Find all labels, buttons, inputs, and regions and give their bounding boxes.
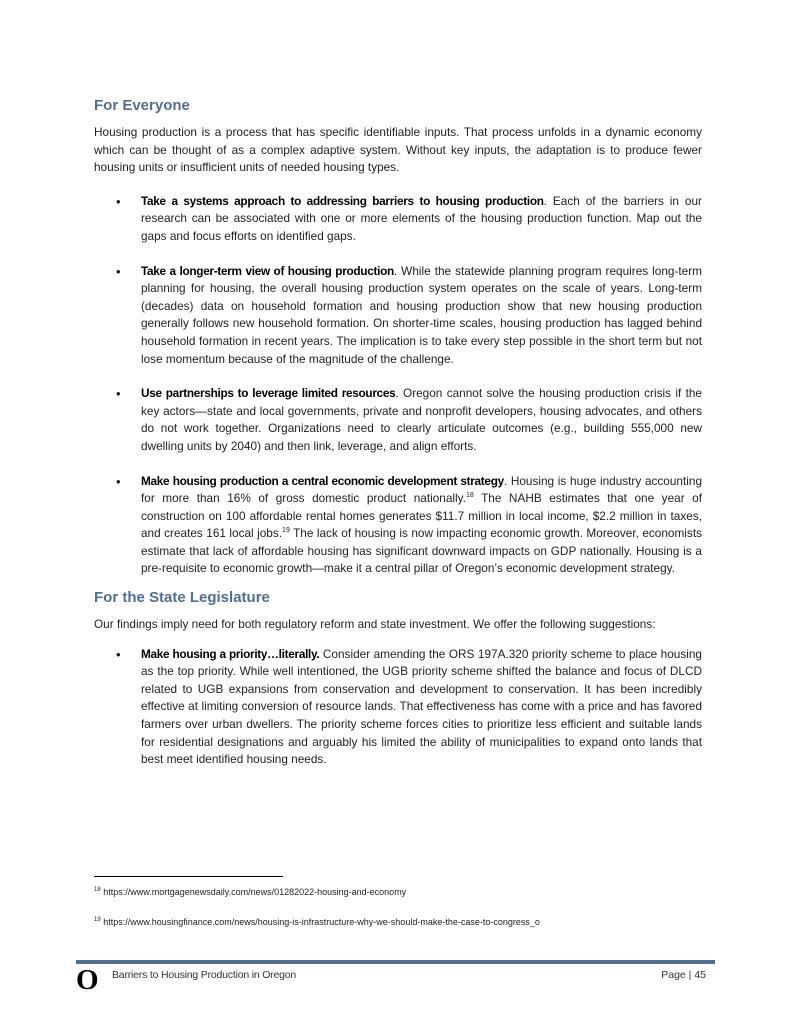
footnote-number: 19 [94,917,101,923]
bullet-icon: • [116,263,121,279]
page-content [94,96,702,769]
section-heading-everyone: For Everyone [94,97,190,114]
bullet-text: . While the statewide planning program requires long-term planning for housing, the overall housing production system operates on the scale of years. Long-term (decades) data on household formation and housing production show that new housing production generally follows new household formation. On shorter-time scales, housing production has lagged behind household formation in recent years. The implication is to take every step possible in the short term but not lose momentum because of the magnitude of the challenge. [141,263,702,366]
bullet-text: The lack of housing is now impacting economic growth. Moreover, economists estimate that lack of affordable housing has significant downward impacts on GDP nationally. Housing is a pre-requisite to economic growth—make it a central pillar of Oregon’s economic development strategy. [141,526,703,576]
bullet-lead: Make housing production a central economic development strategy [141,473,504,488]
bullet-lead: Make housing a priority…literally. [141,646,320,661]
bullet-icon: • [116,193,121,209]
footer-rule [76,960,715,964]
bullet-list-everyone [94,193,702,578]
bullet-item [94,385,702,455]
section-intro-everyone: Housing production is a process that has specific identifiable inputs. That process unfolds in a dynamic economy which can be thought of as a complex adaptive system. Without key inputs, the adaptation is to produce fewer housing units or insufficient units of needed housing types. [94,125,702,175]
bullet-item [94,646,702,769]
bullet-list-legislature [94,646,702,769]
bullet-lead: Take a longer-term view of housing production [141,263,394,278]
footnote-link[interactable]: https://www.housingfinance.com/news/housing-is-infrastructure-why-we-should-make-the-case-to-congress_o [100,917,540,927]
footnote-divider [94,876,283,877]
section-intro-legislature: Our findings imply need for both regulatory reform and state investment. We offer the following suggestions: [94,617,656,632]
bullet-icon: • [116,646,121,662]
bullet-text: . Housing is huge industry accounting for more than 16% of gross domestic product nationally. [141,473,703,506]
bullet-icon: • [116,473,121,489]
footnote-link[interactable]: https://www.mortgagenewsdaily.com/news/01282022-housing-and-economy [100,887,407,897]
page-number: Page | 45 [661,969,706,981]
bullet-lead: Use partnerships to leverage limited resources [141,386,396,401]
bullet-item [94,193,702,246]
section-heading-legislature: For the State Legislature [94,589,270,607]
bullet-item [94,473,702,579]
bullet-text: . Oregon cannot solve the housing production crisis if the key actors—state and local governments, private and nonprofit developers, housing advocates, and others do not work together. Organizations need to clearly articulate outcomes (e.g., building 555,000 new dwelling units by 2040) and then link, leverage, and align efforts. [141,386,702,453]
bullet-text: Consider amending the ORS 197A.320 priority scheme to place housing as the top priority. While well intentioned, the UGB priority scheme shifted the balance and focus of DLCD related to UGB expansions from conservation and development to conservation. It has been incredibly effective at limiting conversion of resource lands. That effectiveness has come with a price and has favored farmers over urban dwellers. The priority scheme forces cities to prioritize less efficient and suitable lands for residential designations and arguably his limited the ability of municipalities to expand onto lands that best meet identified housing needs. [141,646,702,767]
footnote [94,886,406,898]
bullet-text: The NAHB estimates that one year of construction on 100 affordable rental homes generates $11.7 million in local income, $2.2 million in taxes, and creates 161 local jobs. [141,491,702,541]
bullet-lead: Take a systems approach to addressing barriers to housing production [141,193,544,208]
footnote-number: 18 [94,887,101,893]
bullet-icon: • [116,386,121,402]
oregon-o-logo-icon: O [76,964,99,996]
footnote-ref[interactable]: 19 [282,527,290,535]
footnote [94,916,540,928]
footnote-ref[interactable]: 18 [465,492,474,500]
bullet-text: . Each of the barriers in our research can be associated with one or more elements of the housing production function. Map out the gaps and focus efforts on identified gaps. [141,193,702,243]
footer-title: Barriers to Housing Production in Oregon [112,969,297,981]
bullet-item [94,263,702,369]
